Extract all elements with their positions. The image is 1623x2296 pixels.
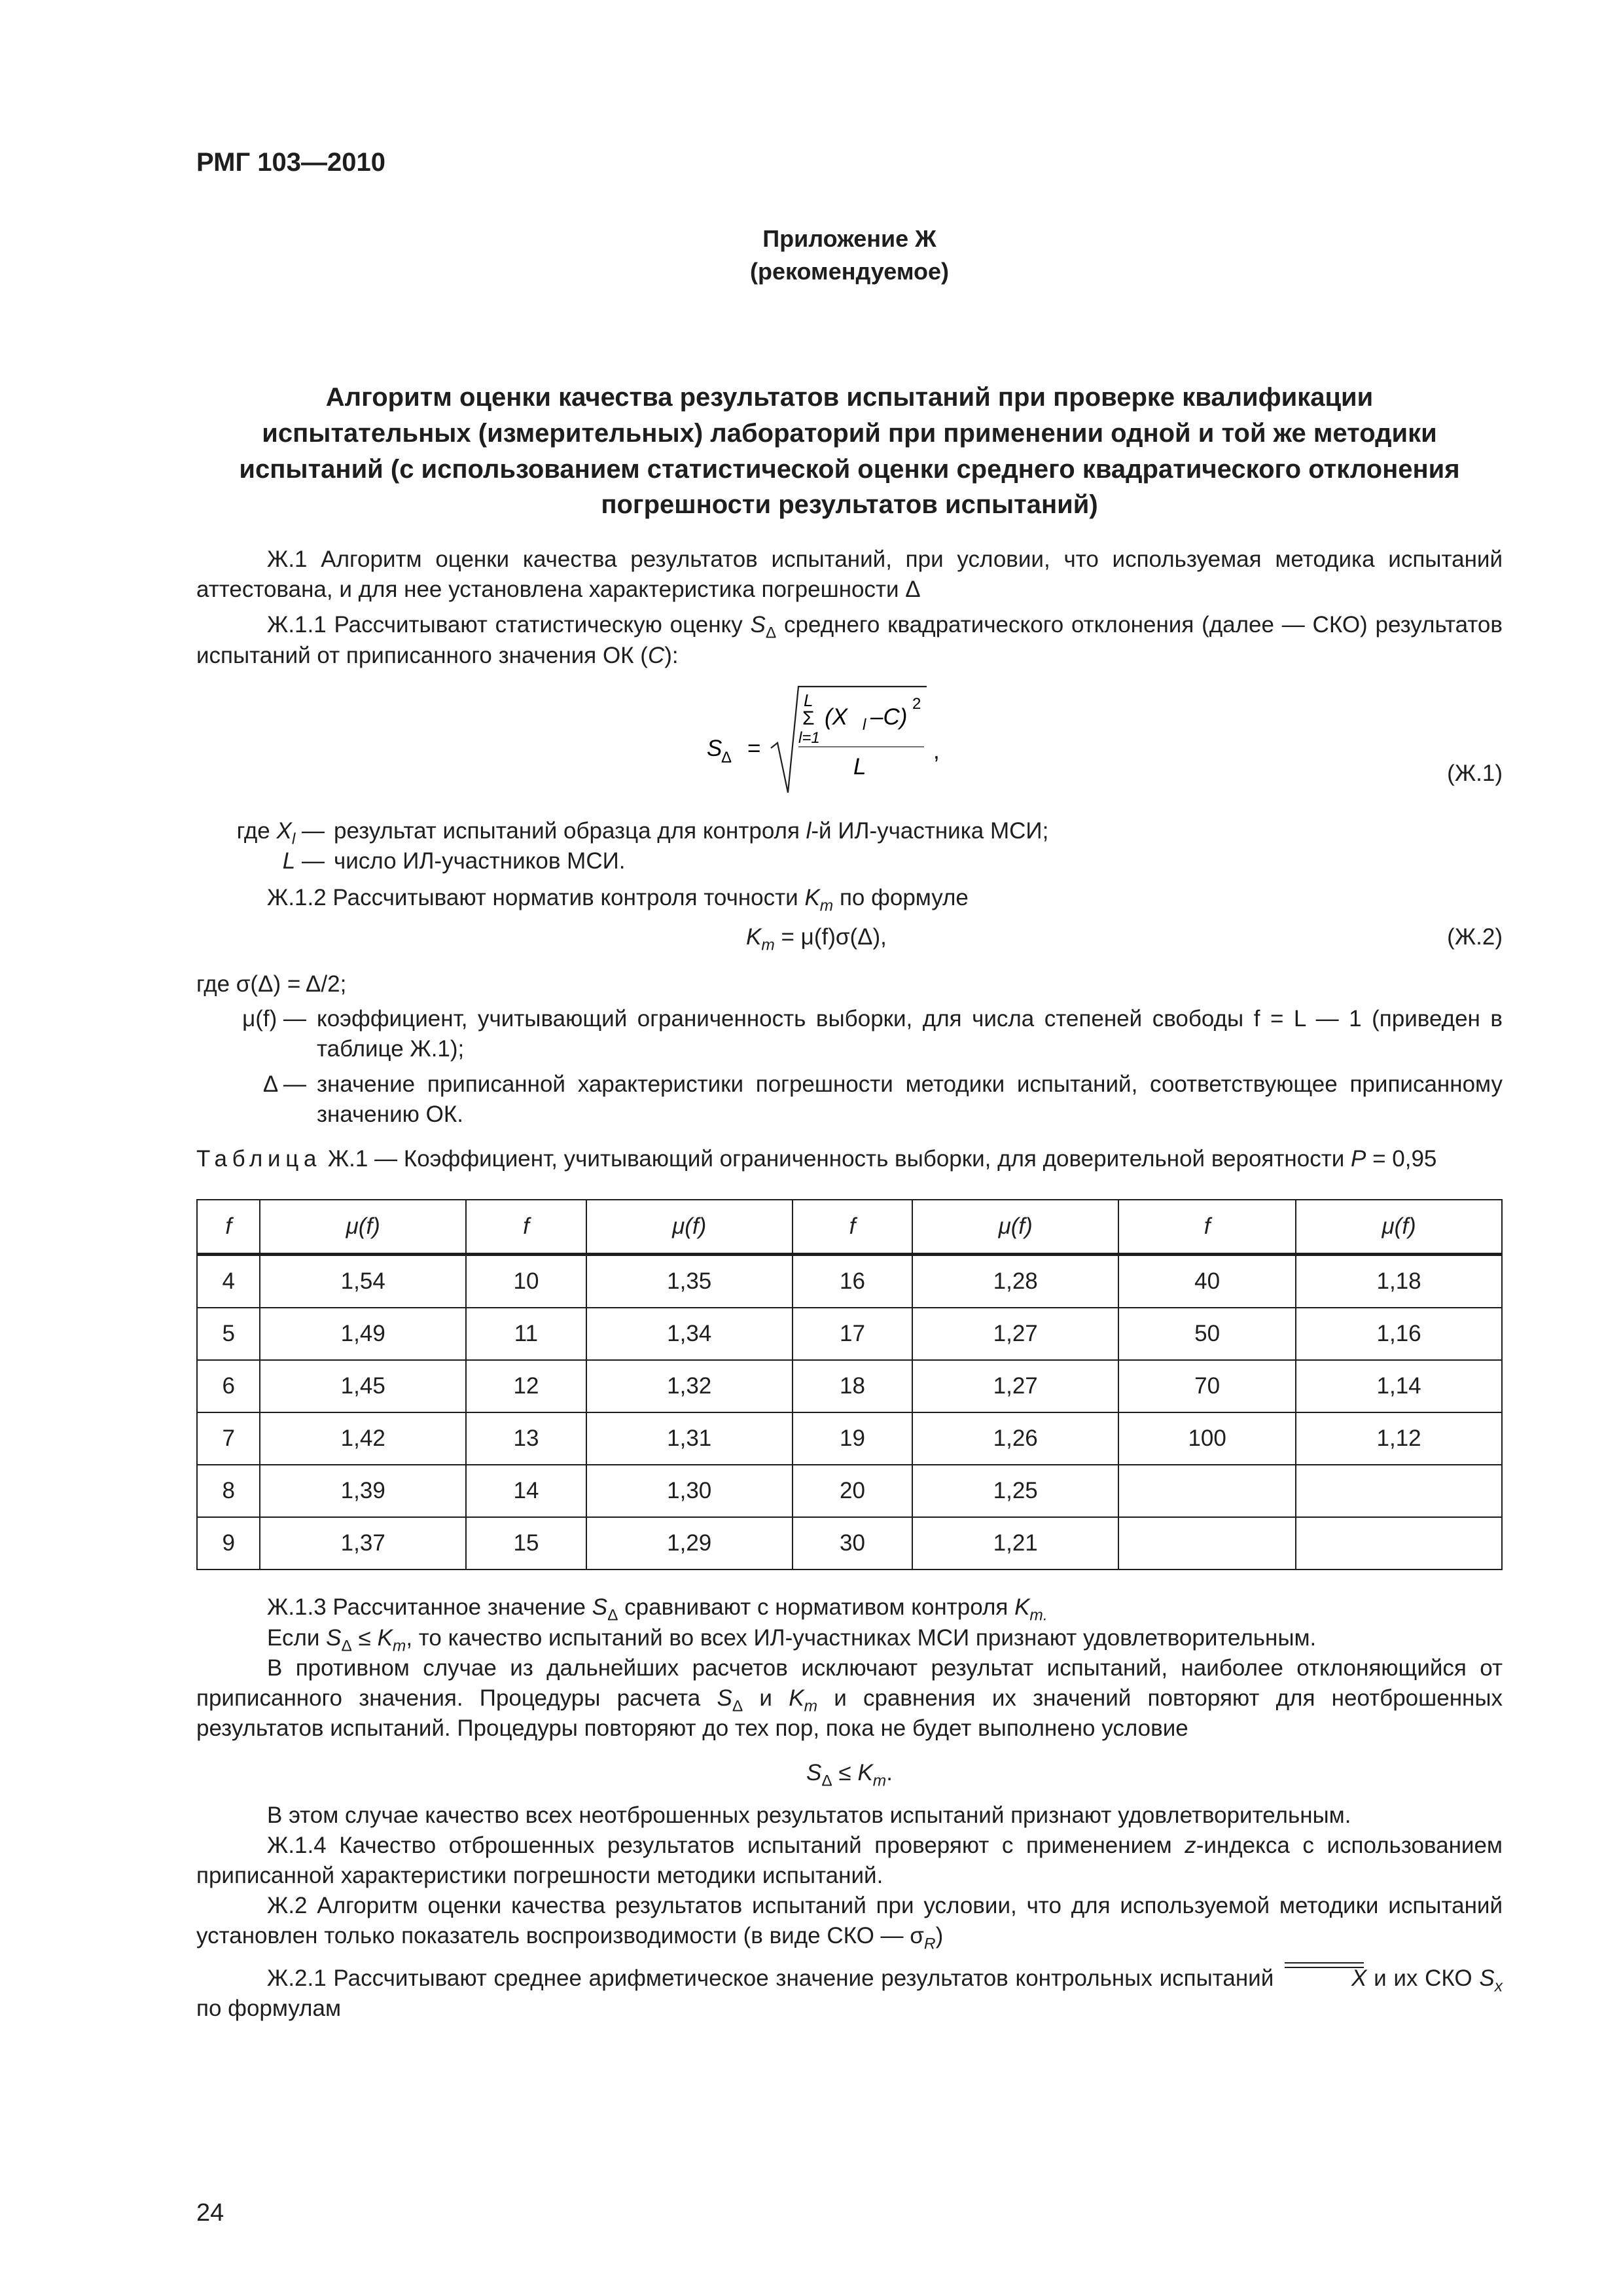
formula-j2-number: (Ж.2) <box>1447 924 1503 950</box>
table-cell: 14 <box>466 1465 586 1517</box>
table-cell: 6 <box>197 1360 260 1412</box>
appendix-label: Приложение Ж <box>762 225 936 252</box>
formula-j1-legend <box>196 816 1503 876</box>
table-cell <box>1118 1517 1296 1570</box>
table-cell: 1,37 <box>260 1517 466 1570</box>
table-cell: 1,49 <box>260 1308 466 1360</box>
table-cell: 16 <box>793 1255 913 1308</box>
table-row <box>197 1465 1502 1517</box>
table-cell: 17 <box>793 1308 913 1360</box>
table-cell: 1,26 <box>912 1412 1118 1465</box>
table-cell: 1,31 <box>586 1412 793 1465</box>
table-row <box>197 1517 1502 1570</box>
table-cell: 1,39 <box>260 1465 466 1517</box>
table-cell: 1,32 <box>586 1360 793 1412</box>
formula-j1 <box>196 677 1503 808</box>
table-caption: Таблица Ж.1 — Коэффициент, учитывающий ограниченность выборки, для доверительной вероятности P = 0,95 <box>196 1146 1437 1172</box>
legend-mu-text: коэффициент, учитывающий ограниченность выборки, для числа степеней свободы f = L — 1 (приведен в таблице Ж.1); <box>317 1005 1503 1062</box>
table-cell: 4 <box>197 1255 260 1308</box>
table-cell: 30 <box>793 1517 913 1570</box>
table-cell: 7 <box>197 1412 260 1465</box>
table-cell: 1,28 <box>912 1255 1118 1308</box>
formula-j1-lhs: S <box>707 735 722 761</box>
table-header-cell: f <box>793 1200 913 1255</box>
formula-j2-legend <box>196 969 1503 1130</box>
paragraph-j1-3-else: В противном случае из дальнейших расчетов исключают результат испытаний, наиболее отклоняющийся от приписанного значения. Процедуры расчета $S_\Delta$ и $K_m$ и сравнения их значений повторяют для неотброшенных результатов испытаний. Процедуры повторяют до тех пор, пока не будет выполнено условие <box>196 1655 1503 1742</box>
table-cell: 70 <box>1118 1360 1296 1412</box>
section-j1-3 <box>196 1592 1503 1830</box>
title-line-4: погрешности результатов испытаний) <box>601 490 1098 520</box>
table-cell: 18 <box>793 1360 913 1412</box>
table-cell: 40 <box>1118 1255 1296 1308</box>
paragraph-j1-4: Ж.1.4 Качество отброшенных результатов испытаний проверяют с применением z-индекса с использованием приписанной характеристики погрешности методики испытаний. <box>196 1832 1503 1888</box>
paragraph-j1-3: Ж.1.3 Рассчитанное значение $S_\Delta$ сравнивают с нормативом контроля $K_{m.}$ <box>267 1594 1048 1624</box>
table-cell: 5 <box>197 1308 260 1360</box>
table-cell: 1,29 <box>586 1517 793 1570</box>
table-cell: 1,42 <box>260 1412 466 1465</box>
table-cell: 50 <box>1118 1308 1296 1360</box>
table-cell <box>1296 1517 1502 1570</box>
table-cell <box>1296 1465 1502 1517</box>
appendix-heading <box>196 223 1503 289</box>
legend-item-l: L — число ИЛ-участников МСИ. <box>282 848 626 874</box>
table-cell: 1,21 <box>912 1517 1118 1570</box>
formula-j1-denominator: L <box>853 753 866 780</box>
table-cell: 1,14 <box>1296 1360 1502 1412</box>
table-header-cell: f <box>1118 1200 1296 1255</box>
sqrt-radical <box>771 687 927 793</box>
double-bar-x: X <box>1281 1964 1366 1994</box>
table-header-cell: f <box>466 1200 586 1255</box>
table-cell: 1,12 <box>1296 1412 1502 1465</box>
formula-j1-term-sub: l <box>863 715 866 734</box>
formula-j1-graphic <box>707 683 969 807</box>
legend-mu-term: μ(f) — <box>242 1005 306 1031</box>
legend-delta-term: Δ — <box>262 1071 306 1097</box>
table-cell: 1,27 <box>912 1360 1118 1412</box>
table-header-row <box>197 1200 1502 1255</box>
table-cell: 1,27 <box>912 1308 1118 1360</box>
table-header-cell: f <box>197 1200 260 1255</box>
coefficient-table <box>196 1199 1503 1570</box>
formula-j1-lhs-sub: Δ <box>721 748 732 766</box>
legend-item-xl: где $X_l$ — результат испытаний образца для контроля l-й ИЛ-участника МСИ; <box>236 817 1049 848</box>
formula-j2-rhs: = μ(f)σ(Δ), <box>774 924 887 950</box>
paragraph-j1-2: Ж.1.2 Рассчитывают норматив контроля точности $K_m$ по формуле <box>267 885 969 915</box>
section-title <box>196 380 1503 523</box>
legend-delta-text: значение приписанной характеристики погрешности методики испытаний, соответствующее приписанному значению ОК. <box>317 1071 1503 1128</box>
formula-j1-comma: , <box>933 738 940 764</box>
table-header-cell: μ(f) <box>586 1200 793 1255</box>
appendix-status: (рекомендуемое) <box>750 258 949 285</box>
table-cell: 1,35 <box>586 1255 793 1308</box>
sum-symbol: Σ <box>802 707 815 729</box>
formula-j1-term-rest: –C) <box>870 704 908 730</box>
sum-lower-limit: l=1 <box>798 728 820 747</box>
paragraph-j1-3-if: Если $S_\Delta \le K_m$, то качество испытаний во всех ИЛ-участниках МСИ признают удовлетворительным. <box>267 1624 1317 1655</box>
table-cell: 1,25 <box>912 1465 1118 1517</box>
table-row <box>197 1255 1502 1308</box>
formula-j2-lhs: K <box>746 924 762 950</box>
paragraph-j1-1: Ж.1.1 Рассчитывают статистическую оценку $S_\Delta$ среднего квадратического отклонения (далее — СКО) результатов испытаний от приписанного значения ОК (C): <box>196 612 1503 668</box>
sum-upper-limit: L <box>804 690 813 710</box>
table-header-cell: μ(f) <box>1296 1200 1502 1255</box>
formula-j2: $K_m = \mu(f)\sigma(\Delta)$, (Ж.2) <box>196 917 1503 964</box>
table-header-cell: μ(f) <box>260 1200 466 1255</box>
table-row <box>197 1308 1502 1360</box>
table-cell: 11 <box>466 1308 586 1360</box>
table-cell: 10 <box>466 1255 586 1308</box>
paragraph-j2-1: Ж.2.1 Рассчитывают среднее арифметическое значение результатов контрольных испытаний X и их СКО $S_x$ по формулам <box>196 1964 1503 2024</box>
table-cell: 1,34 <box>586 1308 793 1360</box>
table-cell: 12 <box>466 1360 586 1412</box>
title-line-3: испытаний (с использованием статистической оценки среднего квадратического отклонения <box>239 454 1460 484</box>
title-line-1: Алгоритм оценки качества результатов испытаний при проверке квалификации <box>325 383 1374 412</box>
formula-j1-term: (X <box>825 704 847 730</box>
condition-formula: $S_\Delta \le K_m$. <box>806 1760 893 1790</box>
table-cell: 19 <box>793 1412 913 1465</box>
table-row <box>197 1360 1502 1412</box>
formula-j1-eq: = <box>747 735 761 761</box>
document-page <box>196 0 1503 2296</box>
table-cell: 8 <box>197 1465 260 1517</box>
table-cell: 1,18 <box>1296 1255 1502 1308</box>
table-cell: 13 <box>466 1412 586 1465</box>
table-row <box>197 1412 1502 1465</box>
page-number: 24 <box>196 2199 224 2227</box>
body-text <box>196 545 1503 2024</box>
table-cell: 9 <box>197 1517 260 1570</box>
paragraph-j1 <box>196 545 1503 605</box>
document-code: РМГ 103—2010 <box>196 148 385 177</box>
formula-j1-power: 2 <box>912 694 921 713</box>
table-cell: 1,16 <box>1296 1308 1502 1360</box>
table-header-cell: μ(f) <box>912 1200 1118 1255</box>
paragraph-j2: Ж.2 Алгоритм оценки качества результатов испытаний при условии, что для используемой методики испытаний установлен только показатель воспроизводимости (в виде СКО — $\sigma_R$) <box>196 1893 1503 1953</box>
table-cell <box>1118 1465 1296 1517</box>
legend-sigma: где σ(Δ) = Δ/2; <box>196 971 347 997</box>
paragraph-j1-text: Ж.1 Алгоритм оценки качества результатов испытаний, при условии, что используемая методика испытаний аттестована, и для нее установлена характеристика погрешности Δ <box>196 547 1503 603</box>
paragraph-j1-3-result: В этом случае качество всех неотброшенных результатов испытаний признают удовлетворительным. <box>267 1802 1351 1828</box>
table-cell: 1,54 <box>260 1255 466 1308</box>
table-cell: 100 <box>1118 1412 1296 1465</box>
formula-j1-number: (Ж.1) <box>1447 760 1503 786</box>
table-cell: 20 <box>793 1465 913 1517</box>
title-line-2: испытательных (измерительных) лабораторий при применении одной и той же методики <box>262 418 1437 448</box>
table-cell: 15 <box>466 1517 586 1570</box>
table-cell: 1,45 <box>260 1360 466 1412</box>
table-cell: 1,30 <box>586 1465 793 1517</box>
